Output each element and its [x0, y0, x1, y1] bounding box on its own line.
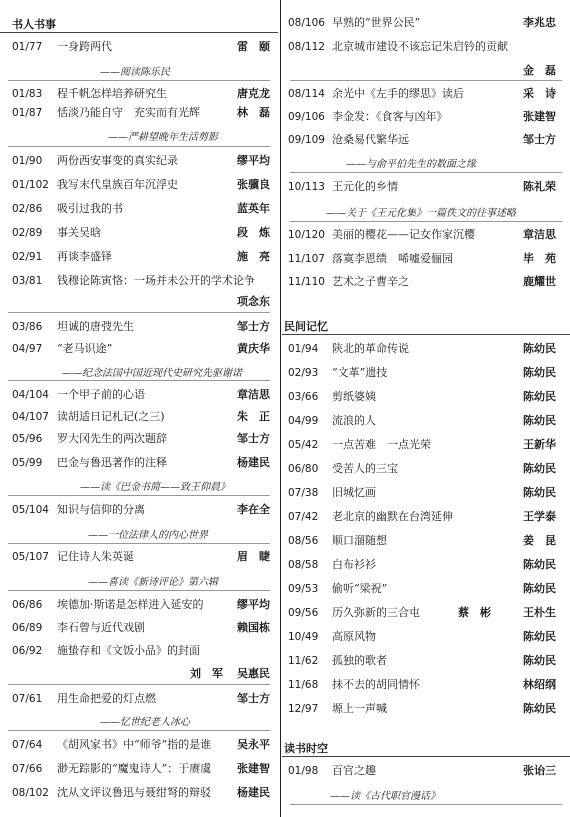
article-title: 受苦人的三宝: [332, 462, 398, 475]
toc-entry: [288, 702, 556, 716]
author: 施 亮: [237, 250, 270, 263]
issue-code: 02/93: [288, 367, 319, 379]
toc-entry: [12, 456, 270, 470]
author: 陈幼民: [523, 414, 556, 427]
author: 陈幼民: [523, 390, 556, 403]
toc-entry: [12, 40, 270, 54]
article-title: 《胡风家书》中“师爷”指的是谁: [57, 738, 212, 751]
article-title: 北京城市建设不该忘记朱启钤的贡献: [332, 40, 508, 53]
article-title: 落寞李恩绩 唏嘘爱俪园: [332, 252, 453, 265]
toc-entry: [12, 154, 270, 168]
issue-code: 03/86: [12, 321, 43, 333]
toc-entry: [12, 598, 270, 612]
article-title: 白布衫衫: [332, 558, 376, 571]
author: 邹士方: [237, 692, 270, 705]
issue-code: 11/110: [288, 276, 325, 288]
subtitle: ——严耕望晚年生活剪影: [108, 132, 218, 143]
toc-entry: [288, 275, 556, 289]
toc-entry: [12, 202, 270, 216]
entry-rule: [290, 172, 562, 173]
toc-entry: [288, 252, 556, 266]
issue-code: 11/68: [288, 679, 319, 691]
article-title: 偷听“梁祝”: [332, 582, 388, 595]
issue-code: 07/66: [12, 763, 43, 775]
toc-entry: [12, 786, 270, 800]
toc-entry: [12, 87, 270, 101]
article-title: 艺术之子曹辛之: [332, 275, 409, 288]
issue-code: 10/120: [288, 229, 325, 241]
entry-rule: [8, 590, 270, 591]
article-title: 李石曾与近代戏剧: [57, 621, 145, 634]
column-divider: [280, 0, 281, 817]
toc-entry: [288, 534, 556, 548]
article-title: 钱穆论陈寅恪：一场并未公开的学术论争: [57, 274, 255, 287]
toc-entry: [12, 388, 270, 402]
entry-rule: [290, 80, 562, 81]
subtitle: ——与俞平伯先生的数面之缘: [346, 159, 476, 170]
article-title: 读胡适日记札记(之三): [57, 410, 165, 423]
toc-entry: [288, 366, 556, 380]
section-rule: [282, 756, 570, 757]
issue-code: 07/64: [12, 739, 43, 751]
issue-code: 05/107: [12, 551, 49, 563]
issue-code: 03/81: [12, 275, 43, 287]
toc-entry: [288, 654, 556, 668]
issue-code: 05/42: [288, 439, 319, 451]
article-title: 吸引过我的书: [57, 202, 123, 215]
entry-rule: [290, 804, 562, 805]
issue-code: 01/94: [288, 343, 319, 355]
author: 项念东: [237, 295, 270, 308]
subtitle: ——忆世纪老人冰心: [100, 717, 190, 728]
toc-entry: [12, 738, 270, 752]
issue-code: 09/56: [288, 607, 319, 619]
entry-rule: [8, 146, 270, 147]
article-title: 剪纸婆姨: [332, 390, 376, 403]
toc-entry: [288, 510, 556, 524]
article-title: 孤独的歌者: [332, 654, 387, 667]
toc-entry: [12, 320, 270, 334]
article-title: 美丽的樱花——记女作家沉樱: [332, 228, 475, 241]
author: 邹士方: [523, 133, 556, 146]
issue-code: 08/112: [288, 41, 325, 53]
article-title: 陕北的革命传说: [332, 342, 409, 355]
author: 陈幼民: [523, 462, 556, 475]
entry-rule: [290, 221, 562, 222]
section-rule: [282, 334, 570, 335]
author: 林绍纲: [523, 678, 556, 691]
author: 采 诗: [523, 87, 556, 100]
section-title-reading: 读书时空: [284, 742, 328, 755]
toc-entry: [288, 764, 556, 778]
issue-code: 08/102: [12, 787, 49, 799]
author: 王朴生: [523, 606, 556, 619]
toc-entry: [12, 550, 270, 564]
section-rule: [0, 32, 278, 33]
toc-entry: [12, 226, 270, 240]
article-title: 用生命把爱的灯点燃: [57, 692, 156, 705]
entry-rule: [8, 495, 270, 496]
entry-rule: [8, 543, 270, 544]
toc-entry: [12, 274, 270, 288]
issue-code: 06/92: [12, 645, 43, 657]
author: 蓝英年: [237, 202, 270, 215]
article-title: 一点苦难 一点光荣: [332, 438, 431, 451]
issue-code: 02/91: [12, 251, 43, 263]
issue-code: 01/83: [12, 88, 43, 100]
toc-entry: [288, 110, 556, 124]
author: 章洁思: [237, 388, 270, 401]
author: 邹士方: [237, 432, 270, 445]
issue-code: 02/89: [12, 227, 43, 239]
author: 雷 颐: [237, 40, 270, 53]
author: 王学泰: [523, 510, 556, 523]
article-title: 我写末代皇族百年沉浮史: [57, 178, 178, 191]
issue-code: 10/113: [288, 181, 325, 193]
issue-code: 06/86: [12, 599, 43, 611]
toc-entry: [288, 342, 556, 356]
author: 杨建民: [237, 786, 270, 799]
toc-entry: [12, 762, 270, 776]
issue-code: 01/87: [12, 107, 43, 119]
issue-code: 01/77: [12, 41, 43, 53]
issue-code: 07/38: [288, 487, 319, 499]
toc-entry: [288, 390, 556, 404]
toc-entry: [288, 678, 556, 692]
issue-code: 09/106: [288, 111, 325, 123]
author: 陈幼民: [523, 366, 556, 379]
issue-code: 04/97: [12, 343, 43, 355]
issue-code: 09/53: [288, 583, 319, 595]
subtitle: ——读《巴金书简——致王仰晨》: [80, 482, 230, 493]
article-title: 旧城忆画: [332, 486, 376, 499]
author: 张建智: [237, 762, 270, 775]
toc-entry: [288, 438, 556, 452]
author: 陈幼民: [523, 342, 556, 355]
issue-code: 09/109: [288, 134, 325, 146]
subtitle: ——读《古代职官漫话》: [330, 791, 440, 802]
issue-code: 02/86: [12, 203, 43, 215]
author: 黄庆华: [237, 342, 270, 355]
author: 李兆忠: [523, 16, 556, 29]
issue-code: 03/66: [288, 391, 319, 403]
author: 李在全: [237, 503, 270, 516]
toc-entry: [12, 692, 270, 706]
article-title: 坦诚的唐弢先生: [57, 320, 134, 333]
toc-entry: [12, 432, 270, 446]
article-title: “文革”遗技: [332, 366, 388, 379]
article-title: “老马识途”: [57, 342, 113, 355]
article-title: 一个甲子前的心语: [57, 388, 145, 401]
article-title: 早熟的“世界公民”: [332, 16, 421, 29]
author: 陈幼民: [523, 582, 556, 595]
article-title: 两份西安事变的真实纪录: [57, 154, 178, 167]
issue-code: 01/102: [12, 179, 49, 191]
subtitle: ——喜读《新诗评论》第六辑: [88, 577, 218, 588]
author: 王新华: [523, 438, 556, 451]
issue-code: 08/56: [288, 535, 319, 547]
article-title: 高原风物: [332, 630, 376, 643]
article-title: 渺无踪影的“魔鬼诗人”：于赓虞: [57, 762, 212, 775]
author: 陈幼民: [523, 702, 556, 715]
author: 眉 睫: [237, 550, 270, 563]
issue-code: 05/99: [12, 457, 43, 469]
author: 杨建民: [237, 456, 270, 469]
entry-rule: [8, 80, 270, 81]
author: 吴永平: [237, 738, 270, 751]
author: 陈幼民: [523, 630, 556, 643]
issue-code: 12/97: [288, 703, 319, 715]
article-title: 程千帆怎样培养研究生: [57, 87, 167, 100]
subtitle: ——一位法律人的内心世界: [88, 530, 208, 541]
article-title: 事关吴晗: [57, 226, 101, 239]
issue-code: 05/104: [12, 504, 49, 516]
article-title: 百官之趣: [332, 764, 376, 777]
article-title: 再谈李盛铎: [57, 250, 112, 263]
author: 唐克龙: [237, 87, 270, 100]
article-title: 余光中《左手的缪思》读后: [332, 87, 464, 100]
toc-entry: [12, 342, 270, 356]
article-title: 罗大冈先生的两次题辞: [57, 432, 167, 445]
issue-code: 10/49: [288, 631, 319, 643]
issue-code: 04/104: [12, 389, 49, 401]
toc-entry-cont: [12, 295, 270, 309]
article-title: 流浪的人: [332, 414, 376, 427]
author: 陈幼民: [523, 486, 556, 499]
author: 朱 正: [237, 410, 270, 423]
issue-code: 07/61: [12, 693, 43, 705]
article-title: 恬淡乃能自守 充实而有光辉: [57, 106, 200, 119]
issue-code: 08/58: [288, 559, 319, 571]
issue-code: 04/99: [288, 415, 319, 427]
subtitle: ——关于《王元化集》一篇佚文的往事述略: [326, 208, 516, 219]
toc-entry: [288, 180, 556, 194]
entry-rule: [8, 312, 270, 313]
author: 林 磊: [237, 106, 270, 119]
article-title: 顺口溜随想: [332, 534, 387, 547]
toc-entry: [12, 621, 270, 635]
toc-entry: [12, 644, 270, 658]
toc-entry: [12, 106, 270, 120]
entry-rule: [8, 380, 270, 381]
article-title: 王元化的乡情: [332, 180, 398, 193]
article-title: 记住诗人朱英诞: [57, 550, 134, 563]
issue-code: 06/80: [288, 463, 319, 475]
co-author: 刘 军: [190, 667, 223, 680]
author: 吴惠民: [237, 667, 270, 680]
article-title: 抹不去的胡同情怀: [332, 678, 420, 691]
toc-entry: [288, 582, 556, 596]
issue-code: 05/96: [12, 433, 43, 445]
issue-code: 04/107: [12, 411, 49, 423]
issue-code: 01/98: [288, 765, 319, 777]
toc-entry: [288, 414, 556, 428]
toc-entry: [288, 606, 556, 620]
toc-entry: [288, 630, 556, 644]
author: 缪平均: [237, 154, 270, 167]
co-author: 蔡 彬: [458, 606, 491, 619]
article-title: 施蛰存和《文饭小品》的封面: [57, 644, 200, 657]
issue-code: 01/90: [12, 155, 43, 167]
author: 张骥良: [237, 178, 270, 191]
entry-rule: [8, 684, 270, 685]
article-title: 一身跨两代: [57, 40, 112, 53]
entry-rule: [8, 730, 270, 731]
issue-code: 06/89: [12, 622, 43, 634]
toc-entry: [12, 178, 270, 192]
issue-code: 11/62: [288, 655, 319, 667]
toc-entry: [288, 40, 556, 54]
subtitle: ——阅读陈乐民: [100, 67, 170, 78]
author: 段 炼: [237, 226, 270, 239]
toc-entry-cont: [12, 667, 270, 681]
article-title: 老北京的幽默在台湾延伸: [332, 510, 453, 523]
article-title: 沈从文评议鲁迅与聂绀弩的辩驳: [57, 786, 211, 799]
toc-entry: [288, 16, 556, 30]
author: 缪平均: [237, 598, 270, 611]
author: 金 磊: [523, 64, 556, 77]
author: 邹士方: [237, 320, 270, 333]
article-title: 埃德加·斯诺是怎样进入延安的: [57, 598, 204, 611]
toc-entry-cont: [288, 64, 556, 78]
toc-entry: [288, 558, 556, 572]
author: 章洁思: [523, 228, 556, 241]
toc-entry: [12, 503, 270, 517]
article-title: 知识与信仰的分离: [57, 503, 145, 516]
author: 毕 苑: [523, 252, 556, 265]
toc-entry: [288, 486, 556, 500]
author: 陈幼民: [523, 654, 556, 667]
section-title-books: 书人书事: [12, 18, 56, 31]
article-title: 巴金与鲁迅著作的注释: [57, 456, 167, 469]
article-title: 历久弥新的三合屯: [332, 606, 420, 619]
toc-entry: [288, 133, 556, 147]
subtitle: ——纪念法国中国近现代史研究先驱谢诺: [62, 368, 242, 379]
author: 姜 昆: [523, 534, 556, 547]
toc-entry: [288, 87, 556, 101]
article-title: 沧桑易代繁华远: [332, 133, 409, 146]
author: 陈幼民: [523, 558, 556, 571]
issue-code: 07/42: [288, 511, 319, 523]
toc-entry: [12, 250, 270, 264]
author: 张诒三: [523, 764, 556, 777]
author: 陈礼荣: [523, 180, 556, 193]
article-title: 塬上一声喊: [332, 702, 387, 715]
author: 鹿耀世: [523, 275, 556, 288]
toc-entry: [288, 228, 556, 242]
issue-code: 08/114: [288, 88, 325, 100]
author: 赖国栋: [237, 621, 270, 634]
toc-entry: [12, 410, 270, 424]
issue-code: 08/106: [288, 17, 325, 29]
article-title: 李金发：《食客与凶年》: [332, 110, 448, 123]
toc-entry: [288, 462, 556, 476]
section-title-folk: 民间记忆: [284, 320, 328, 333]
issue-code: 11/107: [288, 253, 325, 265]
author: 张建智: [523, 110, 556, 123]
